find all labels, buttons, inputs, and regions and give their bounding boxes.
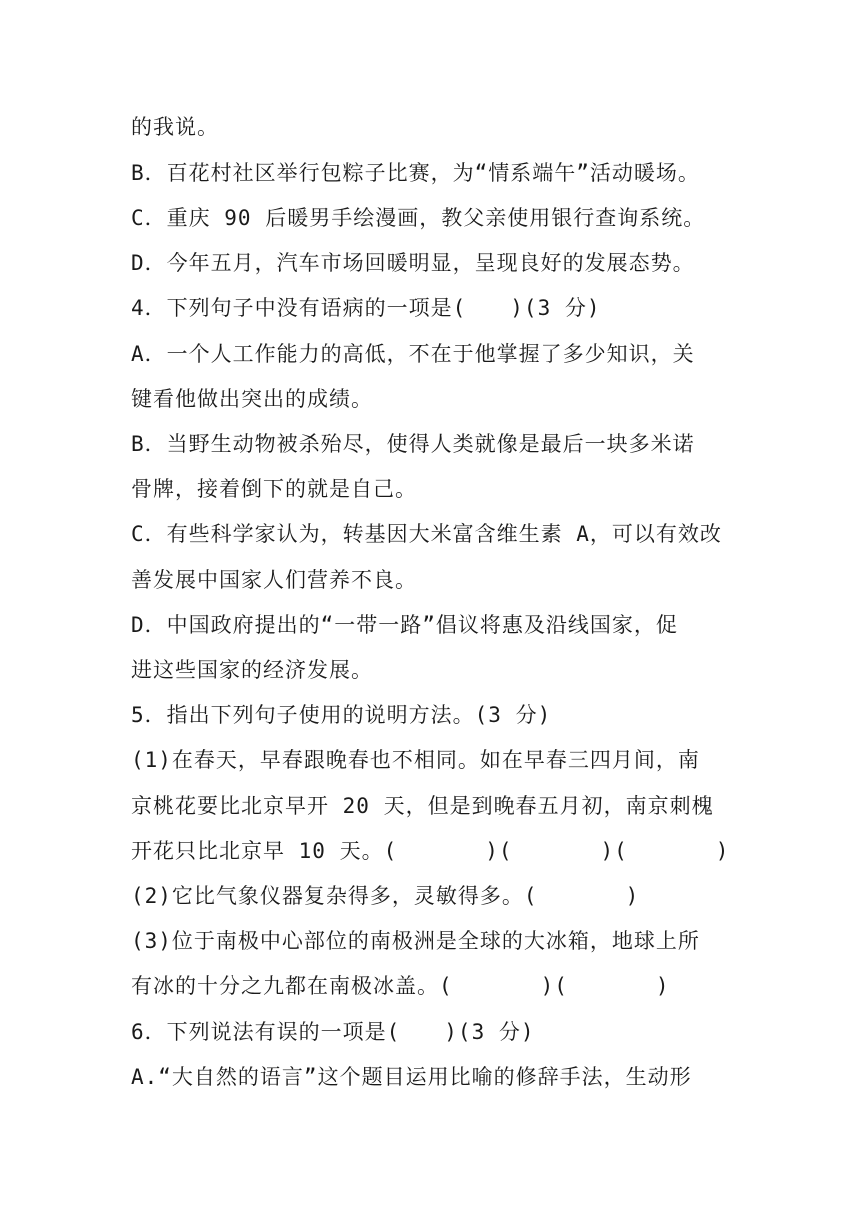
- q5-item3-line2: 有冰的十分之九都在南极冰盖。( )( ): [131, 974, 670, 998]
- q4-option-c-line2: 善发展中国家人们营养不良。: [131, 568, 417, 592]
- q4-option-b-line1: B．当野生动物被杀殆尽，使得人类就像是最后一块多米诺: [131, 432, 695, 456]
- q3-option-d: D．今年五月，汽车市场回暖明显，呈现良好的发展态势。: [131, 251, 695, 275]
- q5-item1-line1: (1)在春天，早春跟晚春也不相同。如在早春三四月间，南: [131, 748, 700, 772]
- q6-stem: 6．下列说法有误的一项是( )(3 分): [131, 1020, 535, 1044]
- q6-option-a-line1: A.“大自然的语言”这个题目运用比喻的修辞手法，生动形: [131, 1065, 692, 1089]
- q5-item1-line3: 开花只比北京早 10 天。( )( )( ): [131, 839, 730, 863]
- q3-option-c: C．重庆 90 后暖男手绘漫画，教父亲使用银行查询系统。: [131, 206, 706, 230]
- q5-stem: 5．指出下列句子使用的说明方法。(3 分): [131, 703, 552, 727]
- q4-option-b-line2: 骨牌，接着倒下的就是自己。: [131, 477, 417, 501]
- q5-item2: (2)它比气象仪器复杂得多，灵敏得多。( ): [131, 884, 640, 908]
- q4-option-c-line1: C．有些科学家认为，转基因大米富含维生素 A，可以有效改: [131, 522, 722, 546]
- q4-option-a-line2: 键看他做出突出的成绩。: [131, 387, 373, 411]
- text-line-continuation: 的我说。: [131, 115, 219, 139]
- q4-option-a-line1: A．一个人工作能力的高低，不在于他掌握了多少知识，关: [131, 342, 695, 366]
- q4-stem: 4．下列句子中没有语病的一项是( )(3 分): [131, 296, 601, 320]
- q5-item3-line1: (3)位于南极中心部位的南极洲是全球的大冰箱，地球上所: [131, 929, 700, 953]
- q4-option-d-line2: 进这些国家的经济发展。: [131, 658, 373, 682]
- q3-option-b: B．百花村社区举行包粽子比赛，为“情系端午”活动暖场。: [131, 161, 700, 185]
- q5-item1-line2: 京桃花要比北京早开 20 天，但是到晚春五月初，南京刺槐: [131, 794, 714, 818]
- q4-option-d-line1: D．中国政府提出的“一带一路”倡议将惠及沿线国家，促: [131, 613, 678, 637]
